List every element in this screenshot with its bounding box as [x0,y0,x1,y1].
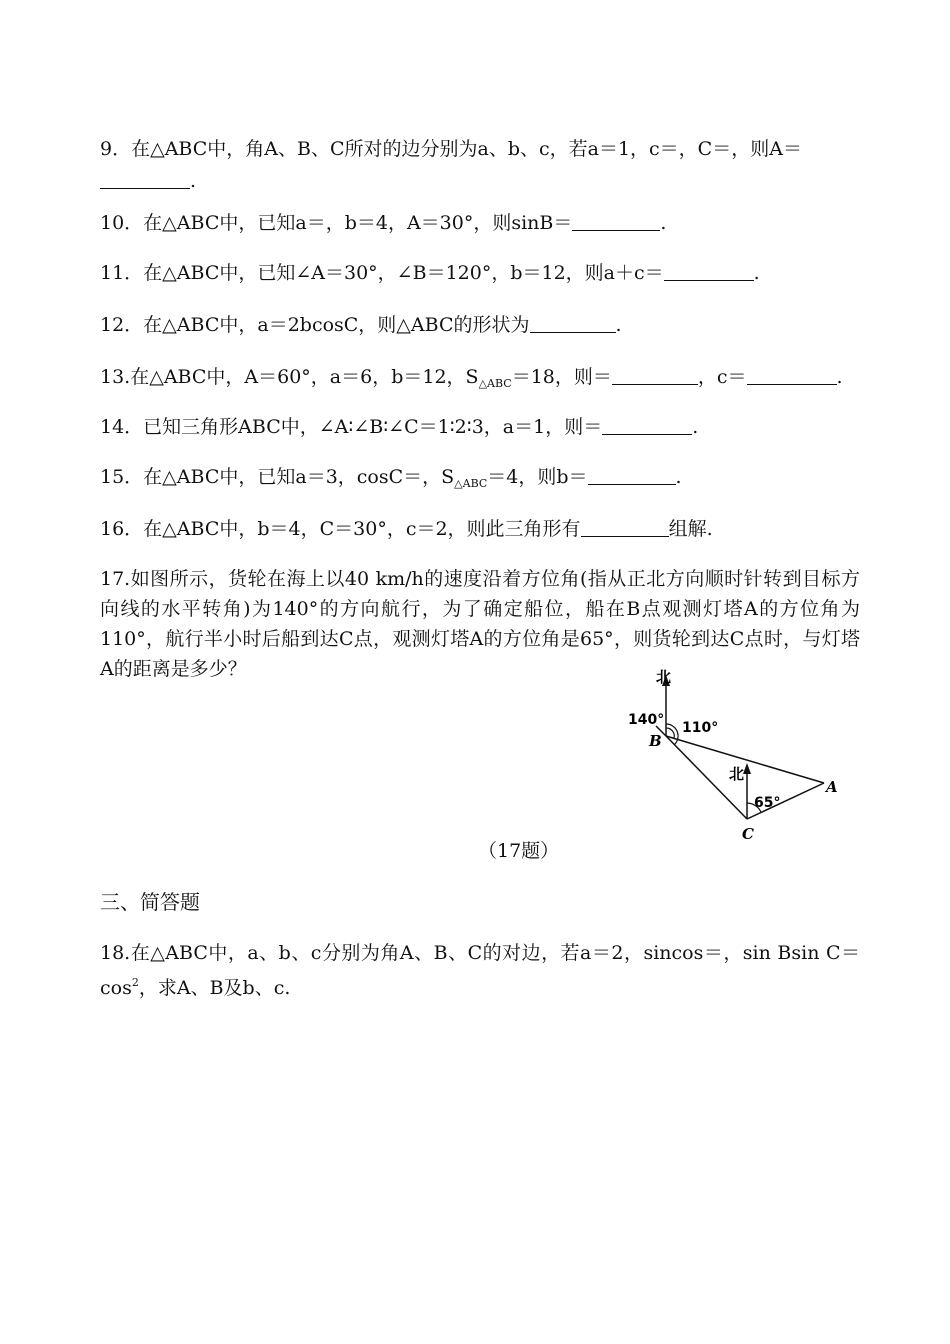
answer-blank[interactable] [664,262,754,281]
answer-blank[interactable] [588,466,676,485]
problem-18 [100,938,860,1003]
problem-15-text-b: ＝4，则b＝ [487,466,588,488]
problem-16-text-a: 16．在△ABC中，b＝4，C＝30°，c＝2，则此三角形有 [100,518,581,540]
point-label-b: B [649,732,662,750]
answer-blank[interactable] [572,212,660,231]
problem-16-text-b: 组解. [668,518,713,540]
problem-10-text: 10．在△ABC中，已知a＝，b＝4，A＝30°，则sinB＝ [100,212,573,234]
problem-9-answer-line: . [100,166,196,196]
answer-blank[interactable] [602,416,692,435]
problem-12: 12．在△ABC中，a＝2bcosC，则△ABC的形状为 . [100,314,622,336]
north-arrow-c [743,763,751,774]
problem-13-subscript: △ABC [478,377,512,390]
answer-blank[interactable] [747,366,837,385]
problem-12-text: 12．在△ABC中，a＝2bcosC，则△ABC的形状为 [100,314,530,336]
problem-16 [100,514,713,544]
point-label-c: C [742,825,754,843]
problem-9 [100,134,802,164]
problem-15-subscript: △ABC [454,477,488,490]
problem-13-text-b: ＝18，则＝ [511,366,612,388]
problem-18-text-a: 18.在△ABC中，a、b、c分别为角A、B、C的对边，若a＝2，sincos＝，sin Bsin C＝cos [100,942,860,999]
problem-14: 14．已知三角形ABC中，∠A∶∠B∶∠C＝1∶2∶3，a＝1，则＝ . [100,416,699,438]
angle-label-110: 110° [682,720,719,736]
problem-15: 15．在△ABC中，已知a＝3，cosC＝，$S_{\triangle ABC}=4$，则b＝ . [100,466,682,490]
answer-blank[interactable] [100,170,190,189]
problem-11-text: 11．在△ABC中，已知∠A＝30°，∠B＝120°，b＝12，则a＋c＝ [100,262,664,284]
problem-13: 13.在△ABC中，A＝60°，a＝6，b＝12，$S_{\triangle ABC}=18$，则＝ ，c＝ . [100,366,843,390]
answer-blank[interactable] [581,518,669,537]
answer-blank[interactable] [612,366,698,385]
answer-blank[interactable] [530,314,616,333]
figure-caption: （17题） [478,840,560,862]
angle-label-140: 140° [628,712,665,728]
north-label-mid: 北 [729,765,745,783]
problem-10: 10．在△ABC中，已知a＝，b＝4，A＝30°，则sinB＝ . [100,212,667,234]
problem-13-text-a: 13.在△ABC中，A＝60°，a＝6，b＝12，S [100,366,479,388]
problem-9-text: 9．在△ABC中，角A、B、C所对的边分别为a、b、c，若a＝1，c＝，C＝，则A＝ [100,138,802,160]
north-label-top: 北 [656,668,672,686]
problem-18-superscript: 2 [131,976,139,989]
problem-14-text: 14．已知三角形ABC中，∠A∶∠B∶∠C＝1∶2∶3，a＝1，则＝ [100,416,603,438]
problem-15-text-a: 15．在△ABC中，已知a＝3，cosC＝，S [100,466,455,488]
point-label-a: A [826,778,838,796]
problem-18-text-b: ，求A、B及b、c. [138,977,291,999]
problem-17-text: 17.如图所示，货轮在海上以40 km/h的速度沿着方位角(指从正北方向顺时针转到目标方向线的水平转角)为140°的方向航行，为了确定船位，船在B点观测灯塔A的方位角为110°，航行半小时后船到达C点，观测灯塔A的方位角是65°，则货轮到达C点时，与灯塔A的距离是多少？ [100,568,860,680]
section-heading: 三、简答题 [100,890,200,914]
problem-11: 11．在△ABC中，已知∠A＝30°，∠B＝120°，b＝12，则a＋c＝ . [100,262,760,284]
problem-13-text-c: ，c＝ [697,366,747,388]
navigation-diagram [616,662,856,844]
angle-label-65: 65° [754,795,781,811]
